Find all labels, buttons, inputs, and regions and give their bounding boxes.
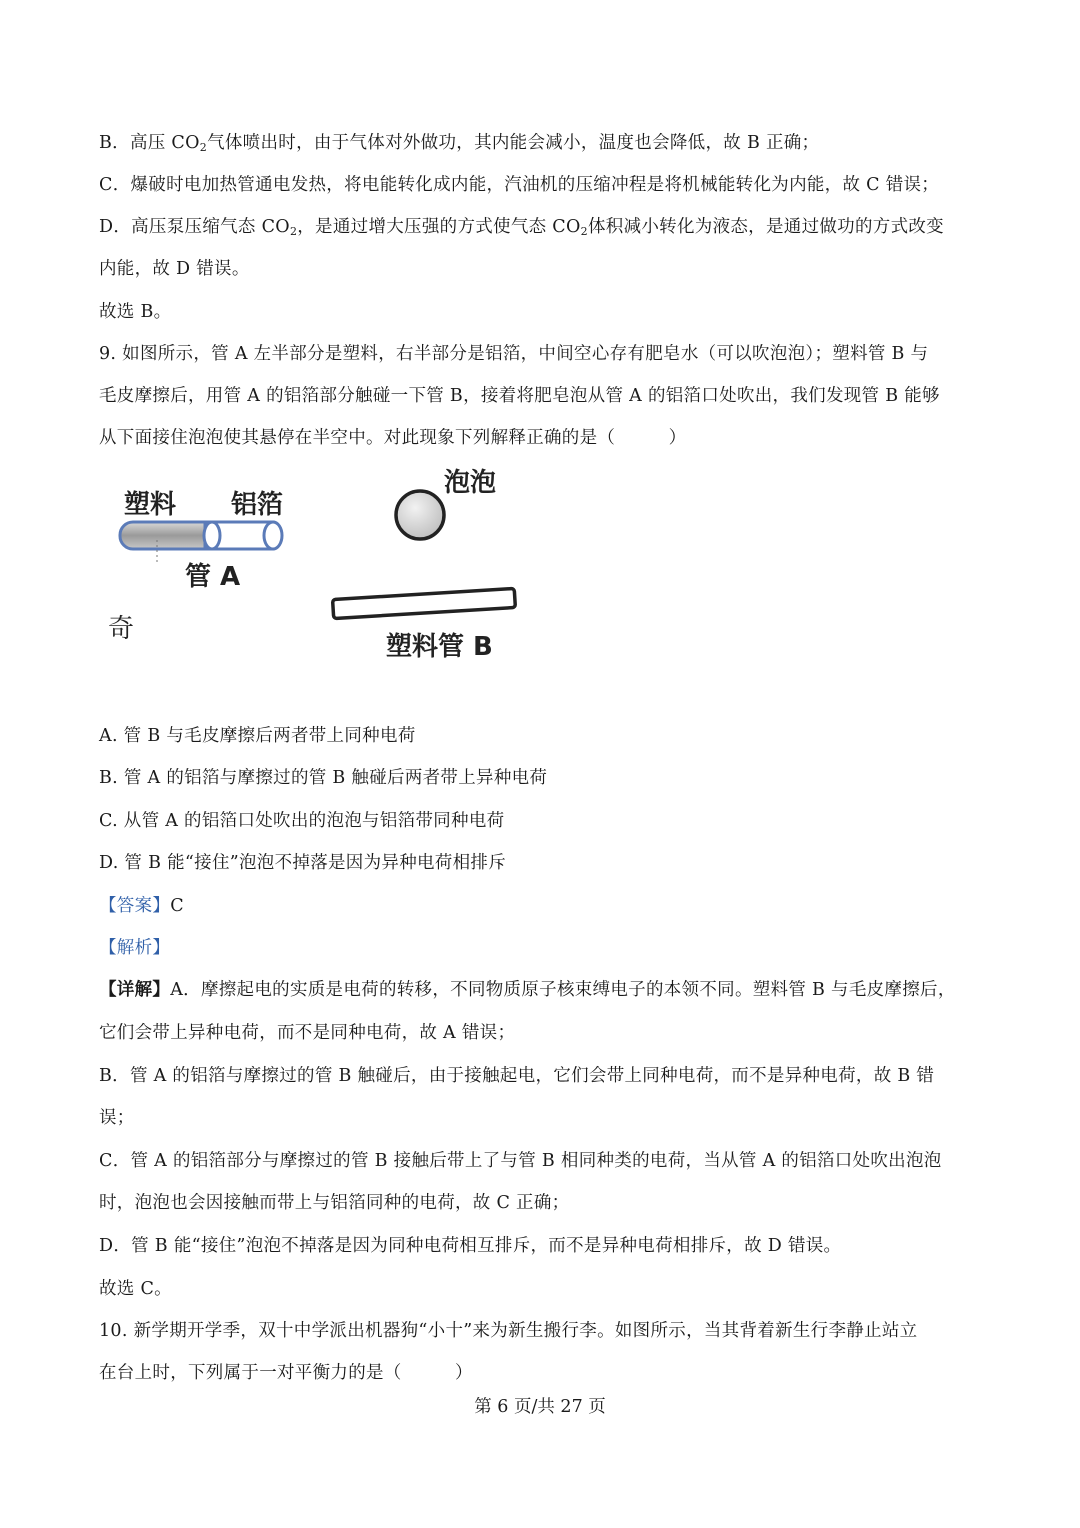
q9-detail-line7: D．管 B 能“接住”泡泡不掉落是因为同种电荷相互排斥，而不是异种电荷相排斥，故 D 错误。: [99, 1236, 842, 1256]
q8-choose: 故选 B。: [99, 302, 172, 322]
q9-option-c: C. 从管 A 的铝箔口处吹出的泡泡与铝箔带同种电荷: [99, 811, 505, 831]
figure-label-plastic: 塑料: [124, 490, 177, 520]
q9-choose: 故选 C。: [99, 1279, 172, 1299]
q9-option-a: A. 管 B 与毛皮摩擦后两者带上同种电荷: [99, 726, 416, 746]
q8-option-d-line2: 内能，故 D 错误。: [99, 259, 250, 279]
q8-option-d-line1: D．高压泵压缩气态 $CO_2$，是通过增大压强的方式使气态 $CO_2$体积减小转化为液态，是通过做功的方式改变: [99, 217, 944, 238]
q8-option-c: C．爆破时电加热管通电发热，将电能转化成内能，汽油机的压缩冲程是将机械能转化为内能，故 C 错误；: [99, 175, 940, 195]
figure-label-tube-a: 管 A: [185, 562, 241, 592]
page-footer: 第 6 页/共 27 页: [474, 1397, 606, 1417]
plastic-tube-b: [333, 588, 516, 618]
figure-stray-char: 奇: [108, 614, 135, 644]
detail-tag: 【详解】: [99, 980, 171, 1000]
q9-detail-line1: 【详解】A．摩擦起电的实质是电荷的转移，不同物质原子核束缚电子的本领不同。塑料管 B 与毛皮摩擦后，: [99, 980, 956, 1000]
answer-value: C: [170, 896, 184, 916]
q8-option-b: B．高压 $CO_2$气体喷出时，由于气体对外做功，其内能会减小，温度也会降低，故 B 正确；: [99, 133, 820, 154]
q9-stem-line1: 9. 如图所示，管 A 左半部分是塑料，右半部分是铝箔，中间空心存有肥皂水（可以吹泡泡）；塑料管 B 与: [99, 344, 929, 364]
q9-detail-line3: B．管 A 的铝箔与摩擦过的管 B 触碰后，由于接触起电，它们会带上同种电荷，而不是异种电荷，故 B 错: [99, 1066, 935, 1086]
q10-stem-line1: 10. 新学期开学季，双十中学派出机器狗“小十”来为新生搬行李。如图所示，当其背着新生行李静止站立: [99, 1321, 918, 1341]
answer-tag: 【答案】: [99, 896, 171, 916]
q9-answer: [99, 895, 184, 917]
bubble: [396, 491, 444, 539]
q9-detail-line5: C．管 A 的铝箔部分与摩擦过的管 B 接触后带上了与管 B 相同种类的电荷，当从管 A 的铝箔口处吹出泡泡: [99, 1151, 942, 1171]
q9-detail-line4: 误；: [99, 1108, 135, 1128]
figure-label-tube-b: 塑料管 B: [386, 632, 493, 662]
q10-stem-line2: 在台上时，下列属于一对平衡力的是（ ）: [99, 1363, 473, 1383]
q9-option-b: B. 管 A 的铝箔与摩擦过的管 B 触碰后两者带上异种电荷: [99, 768, 548, 788]
figure-label-bubble: 泡泡: [444, 468, 497, 498]
q9-stem-line2: 毛皮摩擦后，用管 A 的铝箔部分触碰一下管 B，接着将肥皂泡从管 A 的铝箔口处吹出，我们发现管 B 能够: [99, 386, 940, 406]
q9-detail-line6: 时，泡泡也会因接触而带上与铝箔同种的电荷，故 C 正确；: [99, 1193, 570, 1213]
figure-label-foil: 铝箔: [231, 490, 284, 520]
q9-option-d: D. 管 B 能“接住”泡泡不掉落是因为异种电荷相排斥: [99, 853, 507, 873]
analysis-tag: 【解析】: [99, 938, 171, 958]
tube-a-foil-opening: [264, 522, 282, 549]
q9-stem-line3: 从下面接住泡泡使其悬停在半空中。对此现象下列解释正确的是（ ）: [99, 428, 687, 448]
q9-detail-line2: 它们会带上异种电荷，而不是同种电荷，故 A 错误；: [99, 1023, 516, 1043]
